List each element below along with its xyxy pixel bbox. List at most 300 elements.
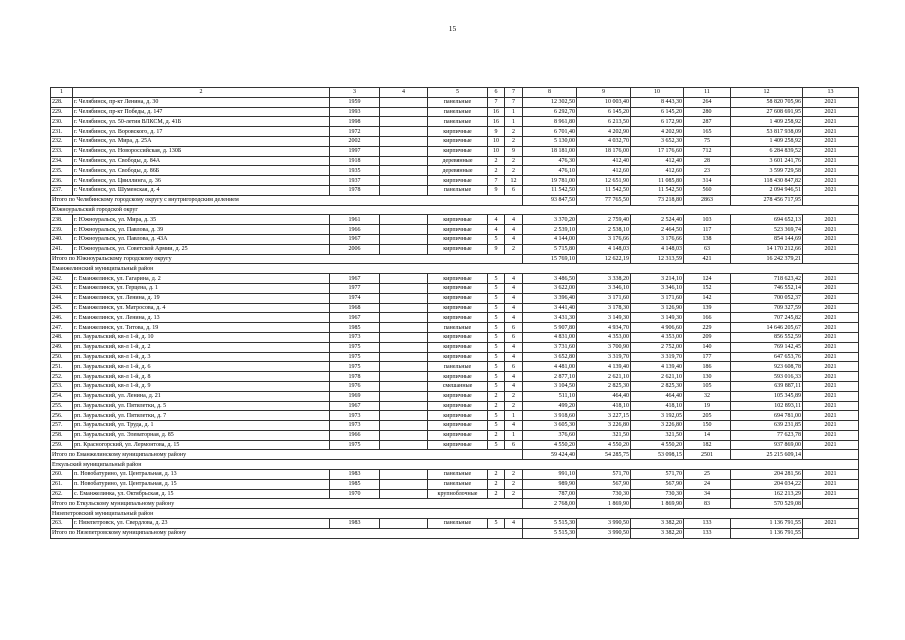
table-cell: с. Еманжелинка, ул. Октябрьская, д. 15	[73, 489, 330, 499]
table-cell: 3 192,05	[631, 411, 684, 421]
table-cell: 248.	[51, 332, 73, 342]
column-number: 3	[330, 88, 380, 98]
table-cell: 3 622,00	[523, 283, 577, 293]
section-row	[51, 264, 859, 274]
table-cell: 5	[488, 234, 505, 244]
table-cell: рп. Зауральский, кв-л 1-й, д. 3	[73, 352, 330, 362]
table-cell: 464,40	[577, 391, 631, 401]
table-cell: 229	[684, 323, 731, 333]
table-cell: кирпичные	[428, 401, 488, 411]
table-cell: 1969	[330, 391, 380, 401]
column-number-row	[51, 88, 859, 98]
table-cell: 287	[684, 117, 731, 127]
total-label: Итого по Челябинскому городскому округу с внутригородским делением	[51, 195, 523, 205]
table-cell: 1959	[330, 97, 380, 107]
table-cell	[380, 362, 428, 372]
table-cell: 243.	[51, 283, 73, 293]
table-cell: 4 202,90	[577, 127, 631, 137]
total-value: 1 869,90	[631, 499, 684, 509]
table-cell: г. Еманжелинск, ул. Титова, д. 19	[73, 323, 330, 333]
table-cell: 1	[505, 107, 523, 117]
table-cell	[380, 274, 428, 284]
table-cell: 2	[488, 166, 505, 176]
table-cell: кирпичные	[428, 176, 488, 186]
total-value: 421	[684, 254, 731, 264]
table-cell: 258.	[51, 430, 73, 440]
table-cell: 2 621,10	[631, 372, 684, 382]
table-cell: 6	[505, 185, 523, 195]
total-value: 25 215 609,14	[731, 450, 803, 460]
table-cell: 412,60	[577, 166, 631, 176]
table-cell: 1935	[330, 166, 380, 176]
table-cell: 2	[505, 136, 523, 146]
table-cell: 4 032,70	[577, 136, 631, 146]
table-cell: 1975	[330, 440, 380, 450]
table-cell: 105	[684, 381, 731, 391]
table-cell	[380, 430, 428, 440]
table-cell: панельные	[428, 117, 488, 127]
table-cell: 2	[505, 127, 523, 137]
table-cell: 247.	[51, 323, 73, 333]
table-cell: 4	[488, 225, 505, 235]
table-cell: 2021	[803, 372, 859, 382]
table-cell: 2021	[803, 440, 859, 450]
table-cell	[380, 323, 428, 333]
column-number: 5	[428, 88, 488, 98]
section-label: Нязепетровский муниципальный район	[51, 509, 859, 519]
table-cell: кирпичные	[428, 391, 488, 401]
total-value: 15 769,10	[523, 254, 577, 264]
table-cell: 694 652,13	[731, 215, 803, 225]
table-cell: 4 139,40	[631, 362, 684, 372]
table-cell	[380, 234, 428, 244]
table-cell: 1976	[330, 381, 380, 391]
table-cell	[380, 156, 428, 166]
table-cell: 2	[505, 244, 523, 254]
table-cell: 251.	[51, 362, 73, 372]
table-cell: п. Новобатурино, ул. Центральная, д. 15	[73, 479, 330, 489]
total-value: 5 515,30	[523, 528, 577, 538]
table-cell: 2021	[803, 381, 859, 391]
table-cell: 2021	[803, 293, 859, 303]
section-row	[51, 509, 859, 519]
table-cell: 2	[505, 479, 523, 489]
table-cell: 27 608 691,95	[731, 107, 803, 117]
table-cell: 5	[488, 352, 505, 362]
table-cell: 499,20	[523, 401, 577, 411]
table-row	[51, 479, 859, 489]
table-cell: 4	[505, 215, 523, 225]
column-number: 4	[380, 88, 428, 98]
table-cell: 204 281,56	[731, 470, 803, 480]
table-cell: 1975	[330, 342, 380, 352]
table-cell: 712	[684, 146, 731, 156]
table-cell: 1978	[330, 185, 380, 195]
table-cell	[803, 254, 859, 264]
table-cell: 2021	[803, 352, 859, 362]
column-number: 12	[731, 88, 803, 98]
table-row	[51, 185, 859, 195]
table-cell: 3 652,80	[523, 352, 577, 362]
table-cell: п. Новобатурино, ул. Центральная, д. 13	[73, 470, 330, 480]
table-row	[51, 215, 859, 225]
table-cell: 256.	[51, 411, 73, 421]
table-cell: 3 176,66	[577, 234, 631, 244]
table-cell: 253.	[51, 381, 73, 391]
table-cell: 639 887,11	[731, 381, 803, 391]
table-cell: 231.	[51, 127, 73, 137]
table-cell: 162 213,29	[731, 489, 803, 499]
table-cell	[380, 303, 428, 313]
table-cell: 718 623,42	[731, 274, 803, 284]
table-cell: 2 621,10	[577, 372, 631, 382]
table-cell: 937 869,00	[731, 440, 803, 450]
table-cell: панельные	[428, 519, 488, 529]
table-cell: 235.	[51, 166, 73, 176]
table-cell: кирпичные	[428, 146, 488, 156]
total-value: 77 765,50	[577, 195, 631, 205]
table-cell: 321,50	[631, 430, 684, 440]
table-cell: панельные	[428, 185, 488, 195]
table-cell: 5	[488, 313, 505, 323]
table-cell: 4	[488, 215, 505, 225]
table-row	[51, 303, 859, 313]
total-value: 73 218,80	[631, 195, 684, 205]
table-row	[51, 234, 859, 244]
section-row	[51, 205, 859, 215]
table-cell: 2	[488, 430, 505, 440]
table-cell: рп. Зауральский, ул. Ленина, д. 21	[73, 391, 330, 401]
table-cell: 53 817 938,09	[731, 127, 803, 137]
table-cell: кирпичные	[428, 313, 488, 323]
table-cell: 2 538,10	[577, 225, 631, 235]
table-cell: 709 327,59	[731, 303, 803, 313]
table-cell: 4 550,20	[523, 440, 577, 450]
table-cell: 280	[684, 107, 731, 117]
table-cell	[380, 489, 428, 499]
table-cell: 4 353,00	[631, 332, 684, 342]
table-cell: 2002	[330, 136, 380, 146]
table-cell	[380, 440, 428, 450]
table-cell: кирпичные	[428, 225, 488, 235]
table-cell: 2021	[803, 421, 859, 431]
table-cell: 142	[684, 293, 731, 303]
total-value: 133	[684, 528, 731, 538]
total-value: 3 382,20	[631, 528, 684, 538]
total-row	[51, 450, 859, 460]
table-cell: 102 893,11	[731, 401, 803, 411]
table-cell: 11 542,50	[523, 185, 577, 195]
table-cell: 1966	[330, 430, 380, 440]
table-cell: кирпичные	[428, 430, 488, 440]
table-row	[51, 156, 859, 166]
table-row	[51, 166, 859, 176]
table-cell: 264	[684, 97, 731, 107]
table-cell: 1977	[330, 283, 380, 293]
table-cell: 63	[684, 244, 731, 254]
table-cell: рп. Зауральский, кв-л 1-й, д. 8	[73, 372, 330, 382]
table-cell	[380, 117, 428, 127]
column-number: 8	[523, 88, 577, 98]
table-cell: 4	[505, 372, 523, 382]
table-cell: 165	[684, 127, 731, 137]
table-cell: 75	[684, 136, 731, 146]
table-cell: 3 178,30	[577, 303, 631, 313]
table-cell: 12 302,50	[523, 97, 577, 107]
table-cell: 6 701,40	[523, 127, 577, 137]
table-cell: 2021	[803, 127, 859, 137]
table-cell	[380, 391, 428, 401]
table-cell	[380, 332, 428, 342]
table-cell: 1993	[330, 107, 380, 117]
table-cell: 240.	[51, 234, 73, 244]
table-cell: г. Южноуральск, ул. Павлова, д. 43А	[73, 234, 330, 244]
table-cell	[380, 411, 428, 421]
total-value: 3 990,50	[577, 528, 631, 538]
table-cell: 4 934,70	[577, 323, 631, 333]
table-cell: 3 486,50	[523, 274, 577, 284]
table-cell: 12 651,90	[577, 176, 631, 186]
table-cell: кирпичные	[428, 342, 488, 352]
table-cell: кирпичные	[428, 293, 488, 303]
total-value: 278 456 717,95	[731, 195, 803, 205]
table-cell: 229.	[51, 107, 73, 117]
table-row	[51, 342, 859, 352]
table-cell: 260.	[51, 470, 73, 480]
table-cell: 1 409 258,92	[731, 136, 803, 146]
table-cell: 1975	[330, 362, 380, 372]
table-cell: рп. Зауральский, кв-л 1-й, д. 10	[73, 332, 330, 342]
total-value: 12 622,19	[577, 254, 631, 264]
table-cell: 1985	[330, 323, 380, 333]
total-value: 2 768,00	[523, 499, 577, 509]
table-cell: 856 552,59	[731, 332, 803, 342]
table-cell	[380, 313, 428, 323]
table-cell: 4 906,60	[631, 323, 684, 333]
table-cell: панельные	[428, 479, 488, 489]
table-cell: г. Челябинск, ул. Шуменская, д. 4	[73, 185, 330, 195]
table-cell: кирпичные	[428, 411, 488, 421]
table-cell: 2021	[803, 107, 859, 117]
total-row	[51, 254, 859, 264]
table-cell: 694 781,00	[731, 411, 803, 421]
table-cell: г. Челябинск, ул. Свободы, д. 84А	[73, 156, 330, 166]
table-cell: кирпичные	[428, 274, 488, 284]
table-cell: 5 907,80	[523, 323, 577, 333]
table-cell: 25	[684, 470, 731, 480]
table-row	[51, 117, 859, 127]
table-cell: 523 369,74	[731, 225, 803, 235]
table-cell	[380, 342, 428, 352]
table-cell: 244.	[51, 293, 73, 303]
table-row	[51, 401, 859, 411]
table-cell: 2021	[803, 479, 859, 489]
table-cell	[380, 166, 428, 176]
table-cell: 2021	[803, 136, 859, 146]
table-cell: 250.	[51, 352, 73, 362]
table-cell: 560	[684, 185, 731, 195]
table-cell: 237.	[51, 185, 73, 195]
table-cell	[380, 421, 428, 431]
table-cell: 2021	[803, 470, 859, 480]
table-cell: 230.	[51, 117, 73, 127]
table-cell: 4	[505, 313, 523, 323]
table-cell: 2021	[803, 244, 859, 254]
table-cell: рп. Зауральский, ул. Пятилетки, д. 7	[73, 411, 330, 421]
table-cell: 3 731,60	[523, 342, 577, 352]
table-cell: 700 052,37	[731, 293, 803, 303]
table-cell	[380, 146, 428, 156]
table-cell: 11 542,50	[577, 185, 631, 195]
table-cell: г. Челябинск, ул. Мира, д. 25А	[73, 136, 330, 146]
table-cell: 1967	[330, 274, 380, 284]
table-cell: 18 176,00	[577, 146, 631, 156]
table-cell: 17 176,60	[631, 146, 684, 156]
table-cell: 1983	[330, 519, 380, 529]
table-cell: 3 599 729,58	[731, 166, 803, 176]
table-cell: 476,10	[523, 166, 577, 176]
table-cell: 6	[505, 362, 523, 372]
table-cell: 1967	[330, 313, 380, 323]
table-cell: 103	[684, 215, 731, 225]
table-cell: 3 319,70	[631, 352, 684, 362]
table-cell: 5 515,30	[523, 519, 577, 529]
table-cell	[380, 97, 428, 107]
table-cell: 6	[505, 332, 523, 342]
table-cell	[380, 519, 428, 529]
table-row	[51, 519, 859, 529]
table-cell: кирпичные	[428, 283, 488, 293]
table-cell: панельные	[428, 470, 488, 480]
table-cell: 1961	[330, 215, 380, 225]
total-value: 1 136 791,55	[731, 528, 803, 538]
table-cell: 1937	[330, 176, 380, 186]
table-cell: 4 139,40	[577, 362, 631, 372]
total-value: 53 098,15	[631, 450, 684, 460]
table-cell: 6 284 839,52	[731, 146, 803, 156]
table-cell: рп. Зауральский, ул. Пятилетки, д. 5	[73, 401, 330, 411]
table-cell: 2021	[803, 303, 859, 313]
total-value: 59 424,40	[523, 450, 577, 460]
table-cell: 6	[505, 440, 523, 450]
table-cell: 241.	[51, 244, 73, 254]
table-cell: 730,30	[631, 489, 684, 499]
table-cell: 2 524,40	[631, 215, 684, 225]
table-cell: 138	[684, 234, 731, 244]
table-row	[51, 381, 859, 391]
total-value: 93 847,50	[523, 195, 577, 205]
table-cell: 140	[684, 342, 731, 352]
table-cell: 2021	[803, 401, 859, 411]
table-cell: 228.	[51, 97, 73, 107]
table-cell: 2	[505, 470, 523, 480]
table-cell: 205	[684, 411, 731, 421]
table-cell: 28	[684, 156, 731, 166]
table-cell: г. Челябинск, ул. 50-летия ВЛКСМ, д. 41Б	[73, 117, 330, 127]
table-cell: 204 034,22	[731, 479, 803, 489]
table-cell: 14 170 212,66	[731, 244, 803, 254]
table-row	[51, 127, 859, 137]
table-cell: 746 552,14	[731, 283, 803, 293]
table-cell: 593 016,33	[731, 372, 803, 382]
total-value: 16 242 379,21	[731, 254, 803, 264]
table-cell: 3 370,20	[523, 215, 577, 225]
table-cell: 5	[488, 332, 505, 342]
table-row	[51, 136, 859, 146]
table-cell: 1	[505, 117, 523, 127]
table-cell: 5	[488, 440, 505, 450]
table-cell: 1918	[330, 156, 380, 166]
table-cell: 4	[505, 303, 523, 313]
table-cell: г. Южноуральск, ул. Мира, д. 35	[73, 215, 330, 225]
table-cell: 4	[505, 421, 523, 431]
table-cell	[380, 225, 428, 235]
table-cell: 3 441,40	[523, 303, 577, 313]
table-cell: 249.	[51, 342, 73, 352]
table-row	[51, 372, 859, 382]
table-cell: 2	[505, 391, 523, 401]
table-cell: 257.	[51, 421, 73, 431]
table-cell: 4 202,90	[631, 127, 684, 137]
table-cell: г. Челябинск, пр-кт Победы, д. 147	[73, 107, 330, 117]
total-value: 2863	[684, 195, 731, 205]
table-cell: 4 148,03	[577, 244, 631, 254]
table-cell: 12	[505, 176, 523, 186]
table-cell: 3 226,80	[631, 421, 684, 431]
table-row	[51, 323, 859, 333]
table-cell: 567,90	[577, 479, 631, 489]
table-cell: 1970	[330, 489, 380, 499]
table-cell: рп. Зауральский, кв-л 1-й, д. 2	[73, 342, 330, 352]
table-cell: г. Челябинск, ул. Свободы, д. 86Б	[73, 166, 330, 176]
table-cell: 3 149,30	[631, 313, 684, 323]
table-row	[51, 274, 859, 284]
table-cell: деревянные	[428, 156, 488, 166]
table-cell: 3 652,30	[631, 136, 684, 146]
table-cell: 9	[488, 127, 505, 137]
table-cell: 105 345,89	[731, 391, 803, 401]
table-cell: панельные	[428, 107, 488, 117]
table-cell: 2 825,30	[577, 381, 631, 391]
table-cell: 166	[684, 313, 731, 323]
table-body	[51, 88, 859, 539]
table-cell: 2021	[803, 176, 859, 186]
table-cell: 1974	[330, 293, 380, 303]
table-cell: 9	[505, 146, 523, 156]
table-cell: 1966	[330, 225, 380, 235]
table-cell: рп. Красногорский, ул. Лермонтова, д. 15	[73, 440, 330, 450]
table-cell: 236.	[51, 176, 73, 186]
total-label: Итого по Еманжелинскому муниципальному району	[51, 450, 523, 460]
table-cell: рп. Зауральский, ул. Труда, д. 1	[73, 421, 330, 431]
table-cell: 2021	[803, 146, 859, 156]
table-row	[51, 244, 859, 254]
table-cell: 10	[488, 146, 505, 156]
table-cell: 3 700,90	[577, 342, 631, 352]
table-cell: 10 003,40	[577, 97, 631, 107]
table-cell	[380, 107, 428, 117]
table-cell: 2021	[803, 274, 859, 284]
table-row	[51, 176, 859, 186]
table-cell: 11 542,50	[631, 185, 684, 195]
table-cell: 58 820 705,96	[731, 97, 803, 107]
table-cell: 4 831,00	[523, 332, 577, 342]
table-cell: 4	[505, 283, 523, 293]
total-label: Итого по Южноуральскому городскому округу	[51, 254, 523, 264]
table-row	[51, 283, 859, 293]
table-cell: 4	[505, 225, 523, 235]
table-cell: 23	[684, 166, 731, 176]
